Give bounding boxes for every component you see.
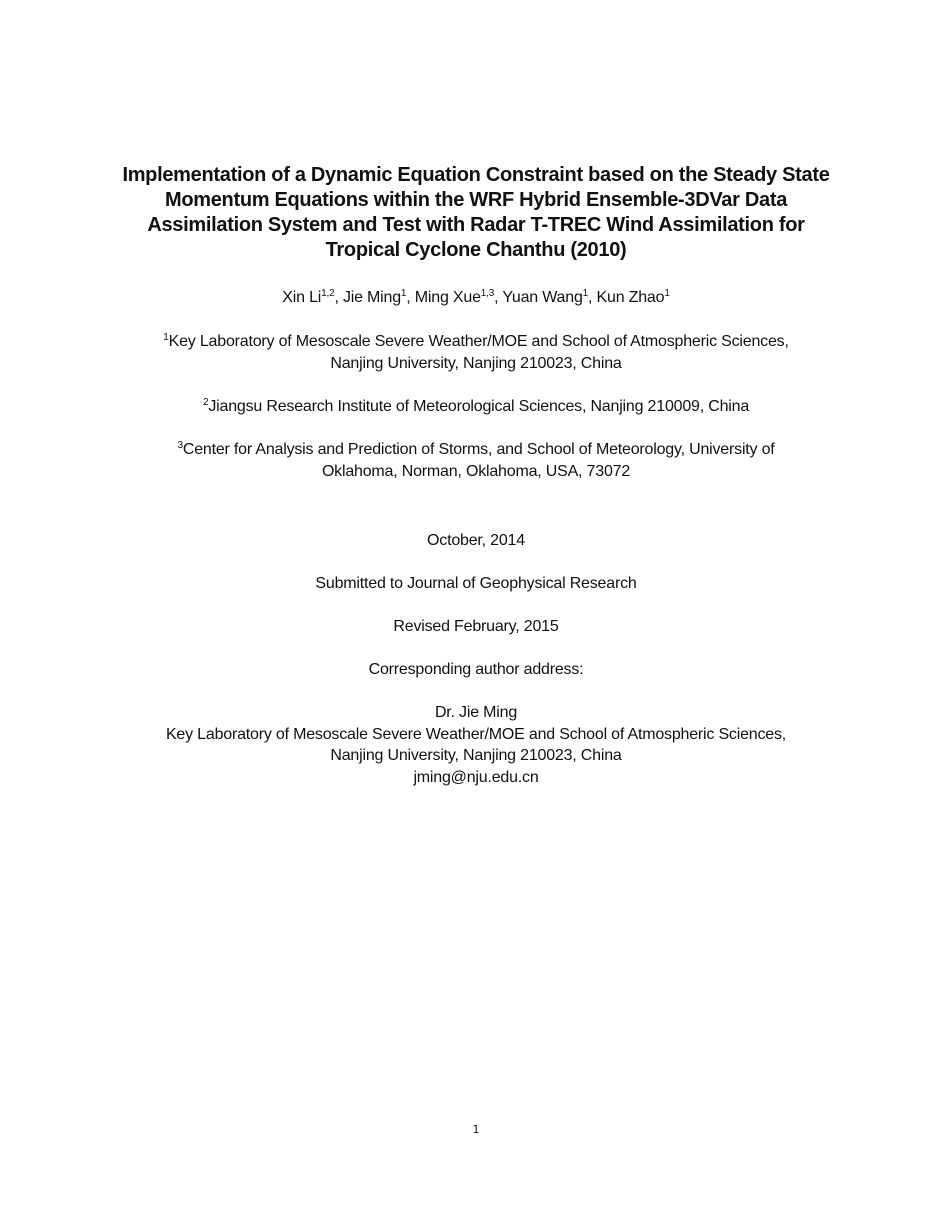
affiliation-2 [60,396,892,418]
affiliation-mark: 1 [163,332,169,343]
revision-note: Revised February, 2015 [393,618,559,635]
title-line: Implementation of a Dynamic Equation Constraint based on the Steady State [122,164,830,186]
corresponding-author-email: jming@nju.edu.cn [413,768,539,786]
affiliation-3 [60,439,892,482]
author-affiliation-mark: 1,3 [480,288,495,299]
affiliation-mark: 2 [202,397,209,408]
corresponding-author-address: Key Laboratory of Mesoscale Severe Weather/MOE and School of Atmospheric Sciences, [165,725,787,743]
affiliation-text: Jiangsu Research Institute of Meteorological Sciences, Nanjing 210009, China [208,398,750,415]
paper-title [100,163,852,263]
author-affiliation-mark: 1 [664,288,670,299]
date: October, 2014 [427,532,525,549]
affiliation-text: Center for Analysis and Prediction of Storms, and School of Meteorology, University of [182,441,775,458]
author-name: Ming Xue [414,289,481,306]
title-line: Assimilation System and Test with Radar T-TREC Wind Assimilation for [147,214,805,236]
author-name: Yuan Wang [502,289,583,306]
corresponding-author-address: Nanjing University, Nanjing 210023, China [330,747,622,764]
affiliation-1 [60,331,892,374]
author-separator: , [334,289,343,306]
author-name: Xin Li [282,289,322,306]
submission-note: Submitted to Journal of Geophysical Research [315,575,637,592]
author-name: Kun Zhao [596,289,665,306]
affiliation-text: Oklahoma, Norman, Oklahoma, USA, 73072 [321,462,631,480]
author-separator: , [406,289,415,306]
title-line: Tropical Cyclone Chanthu (2010) [325,239,627,261]
author-affiliation-mark: 1 [400,288,407,299]
author-name: Jie Ming [342,289,401,306]
author-separator: , [588,289,597,306]
page-number: 1 [472,1123,480,1136]
affiliation-mark: 3 [177,440,183,451]
affiliation-text: Nanjing University, Nanjing 210023, China [330,354,622,372]
title-line: Momentum Equations within the WRF Hybrid Ensemble-3DVar Data [164,189,788,211]
corresponding-author-label: Corresponding author address: [368,661,584,678]
author-list [60,287,892,309]
author-affiliation-mark: 1,2 [321,288,335,299]
author-separator: , [494,289,503,306]
author-affiliation-mark: 1 [582,288,589,299]
corresponding-author-name: Dr. Jie Ming [434,704,518,721]
corresponding-author-block [60,702,892,788]
affiliation-text: Key Laboratory of Mesoscale Severe Weather/MOE and School of Atmospheric Sciences, [168,333,789,350]
